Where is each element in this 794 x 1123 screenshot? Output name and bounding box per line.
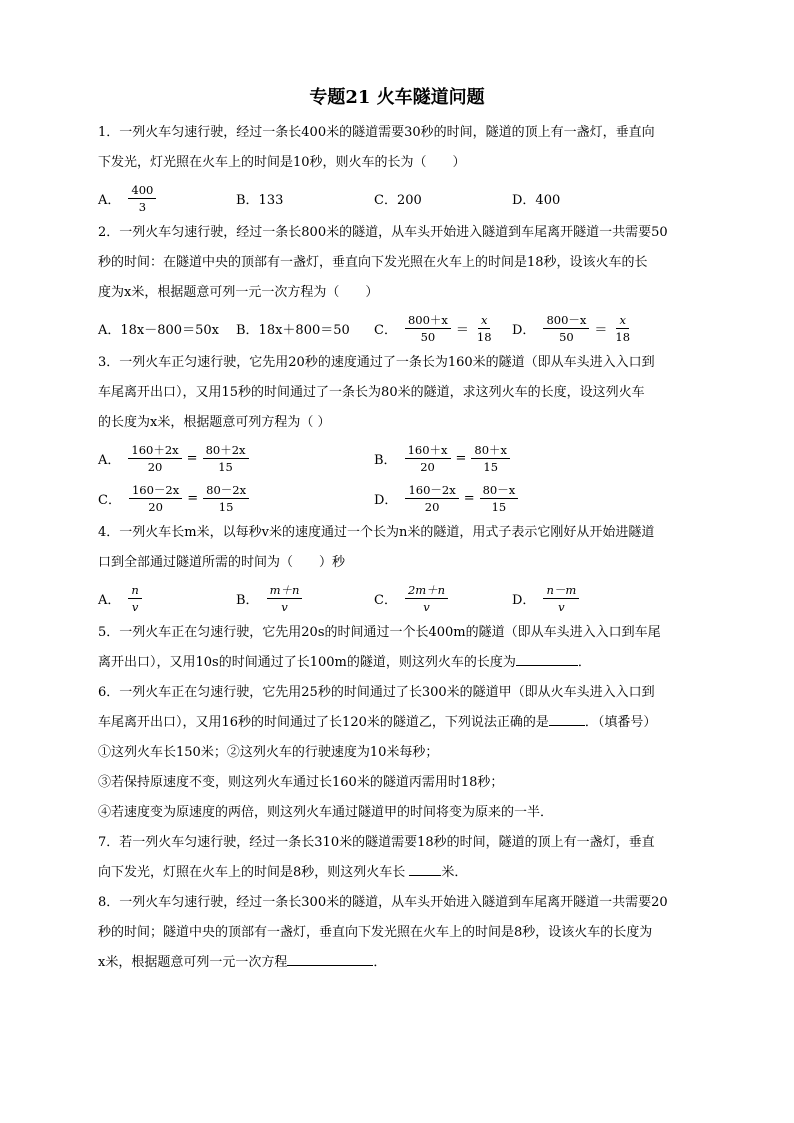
question-2-line-1: 2．一列火车匀速行驶，经过一条长800米的隧道，从车头开始进入隧道到车尾离开隧道一共需要50 [98,225,668,240]
question-2-line-2: 秒的时间：在隧道中央的顶部有一盏灯，垂直向下发光照在火车上的时间是18秒，设该火车的长 [98,255,648,270]
answer-blank[interactable] [516,653,578,666]
question-6-statement-3: ④若速度变为原速度的两倍，则这列火车通过隧道甲的时间将变为原来的一半． [98,805,554,820]
question-3-option-d: D． $\frac{160-2x}{20}$ = $\frac{80-x}{15}$ [374,478,520,518]
question-3-line-3: 的长度为x米，根据题意可列方程为（ ） [98,415,331,430]
question-7-line-1: 7．若一列火车匀速行驶，经过一条长310米的隧道需要18秒的时间，隧道的顶上有一盏灯，垂直 [98,835,655,850]
question-5 [98,618,696,678]
question-4-line-1: 4．一列火车长m米，以每秒v米的速度通过一个长为n米的隧道，用式子表示它刚好从开始进隧道 [98,525,655,540]
question-2-line-3: 度为x米，根据题意可列一元一次方程为（ ） [98,285,379,300]
question-3-option-c: C． $\frac{160-2x}{20}$ = $\frac{80-2x}{15}$ [98,478,251,518]
question-4 [98,518,696,618]
question-2-option-d: D． $\frac{800-x}{50}$ ＝ $\frac{x}{18}$ [512,308,635,348]
answer-blank[interactable] [409,863,441,876]
question-4-option-b: B． $\frac{m+n}{v}$ [236,578,304,618]
fraction: $\frac{400}{3}$ [128,183,156,214]
fraction: $\frac{160-2x}{20}$ [405,483,458,514]
question-2-option-a: A．18x－800＝50x [98,322,219,338]
question-8-line-1: 8．一列火车匀速行驶，经过一条长300米的隧道，从车头开始进入隧道到车尾离开隧道一共需要20 [98,895,668,910]
question-4-option-d: D． $\frac{n-m}{v}$ [512,578,581,618]
fraction: $\frac{m+n}{v}$ [267,583,303,614]
question-1-line-2: 下发光，灯光照在火车上的时间是10秒，则火车的长为（ ） [98,155,466,170]
question-3-options-row-2 [98,478,696,518]
question-1-option-b: B．133 [236,192,284,208]
fraction: $\frac{160+x}{20}$ [405,443,451,474]
question-4-line-2: 口到全部通过隧道所需的时间为（ ）秒 [98,555,346,570]
answer-blank[interactable] [287,953,373,966]
question-2 [98,218,696,348]
question-4-option-a: A． $\frac{n}{v}$ [98,578,144,618]
answer-blank[interactable] [549,713,585,726]
question-1-line-1: 1．一列火车匀速行驶，经过一条长400米的隧道需要30秒的时间，隧道的顶上有一盏灯，垂直向 [98,125,655,140]
fraction: $\frac{80+x}{15}$ [471,443,510,474]
question-3-line-1: 3．一列火车正匀速行驶，它先用20秒的速度通过了一条长为160米的隧道（即从车头进入入口到 [98,355,655,370]
question-5-line-1: 5．一列火车正在匀速行驶，它先用20s的时间通过一个长400m的隧道（即从车头进入入口到车尾 [98,625,661,640]
fraction: $\frac{800+x}{50}$ [405,313,451,344]
question-8-line-2: 秒的时间；隧道中央的顶部有一盏灯，垂直向下发光照在火车上的时间是8秒，设该火车的长度为 [98,925,653,940]
fraction: $\frac{2m+n}{v}$ [405,583,448,614]
question-3-option-b: B． $\frac{160+x}{20}$ = $\frac{80+x}{15}$ [374,438,512,478]
fraction: $\frac{160+2x}{20}$ [128,443,181,474]
question-1-options [98,178,696,218]
fraction: $\frac{800-x}{50}$ [543,313,589,344]
question-2-option-b: B．18x＋800＝50 [236,322,350,338]
page-title: 专题21 火车隧道问题 [309,87,485,108]
question-1-option-a: A． $\frac{400}{3}$ [98,178,158,218]
question-1-option-d: D．400 [512,192,561,208]
question-1-option-c: C．200 [374,192,422,208]
question-6-statement-1: ①这列火车长150米；②这列火车的行驶速度为10米每秒； [98,745,439,760]
fraction: $\frac{n-m}{v}$ [543,583,579,614]
question-5-line-2: 离开出口），又用10s的时间通过了长100m的隧道，则这列火车的长度为 ． [98,655,591,670]
question-3 [98,348,696,518]
question-2-option-c: C． $\frac{800+x}{50}$ ＝ $\frac{x}{18}$ [374,308,497,348]
question-3-options-row-1 [98,438,696,478]
fraction: $\frac{x}{18}$ [476,312,492,344]
fraction: $\frac{n}{v}$ [128,583,141,614]
fraction: $\frac{80-x}{15}$ [480,483,519,514]
question-2-options [98,308,696,348]
question-6-line-1: 6．一列火车正在匀速行驶，它先用25秒的时间通过了长300米的隧道甲（即从火车头进入入口到 [98,685,655,700]
question-6-statement-2: ③若保持原速度不变，则这列火车通过长160米的隧道丙需用时18秒； [98,775,504,790]
question-6-line-2: 车尾离开出口），又用16秒的时间通过了长120米的隧道乙，下列说法正确的是 ．（填番号） [98,715,657,730]
fraction: $\frac{160-2x}{20}$ [129,483,182,514]
question-8 [98,888,696,978]
fraction: $\frac{x}{18}$ [615,312,631,344]
question-1 [98,118,696,218]
question-8-line-3: x米，根据题意可列一元一次方程 ． [98,955,387,970]
question-6 [98,678,696,828]
fraction: $\frac{80-2x}{15}$ [203,483,249,514]
question-7-line-2: 向下发光，灯照在火车上的时间是8秒，则这列火车长 米． [98,865,468,880]
fraction: $\frac{80+2x}{15}$ [203,443,249,474]
question-3-line-2: 车尾离开出口），又用15秒的时间通过了一条长为80米的隧道，求这列火车的长度，设这列火车 [98,385,645,400]
question-4-options [98,578,696,618]
question-7 [98,828,696,888]
question-3-option-a: A． $\frac{160+2x}{20}$ = $\frac{80+2x}{15}$ [98,438,251,478]
question-4-option-c: C． $\frac{2m+n}{v}$ [374,578,450,618]
